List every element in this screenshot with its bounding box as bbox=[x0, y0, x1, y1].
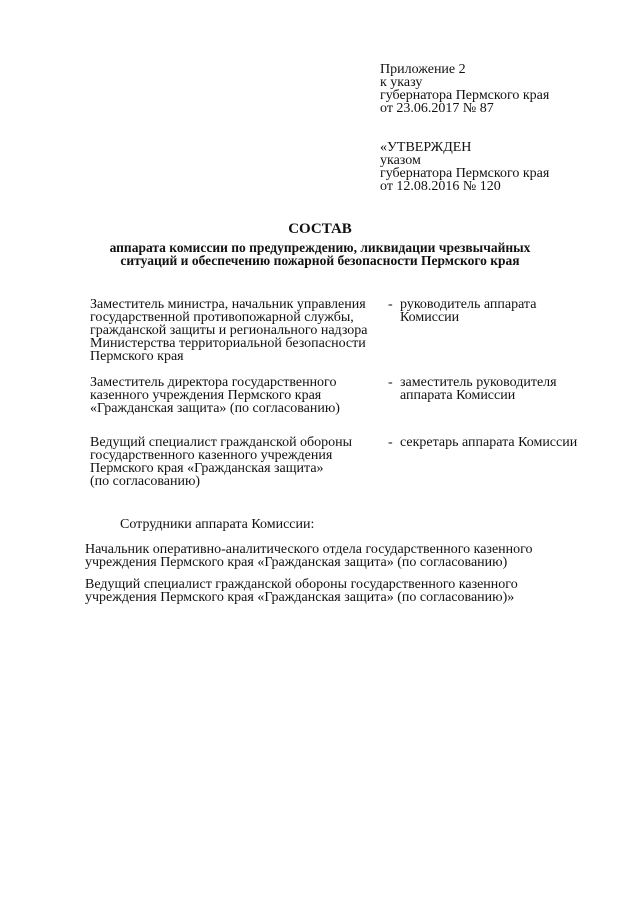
appendix-line: к указу bbox=[380, 75, 423, 90]
member-role bbox=[400, 376, 610, 415]
staff-item bbox=[85, 543, 625, 569]
position-line: Ведущий специалист гражданской обороны bbox=[90, 435, 353, 450]
approved-note bbox=[380, 141, 549, 193]
position-line: Пермского края «Гражданская защита» bbox=[90, 461, 324, 476]
approved-line: указом bbox=[380, 153, 421, 168]
role-line: Комиссии bbox=[400, 310, 460, 325]
role-line: заместитель руководителя bbox=[400, 375, 557, 390]
position-line: «Гражданская защита» (по согласованию) bbox=[90, 401, 340, 416]
position-line: (по согласованию) bbox=[90, 474, 201, 489]
document-title: СОСТАВ bbox=[288, 221, 352, 237]
member-row bbox=[90, 298, 610, 363]
position-line: Заместитель министра, начальник управления bbox=[90, 297, 366, 312]
approved-line: губернатора Пермского края bbox=[380, 166, 550, 181]
subtitle-line: аппарата комиссии по предупреждению, ликвидации чрезвычайных bbox=[109, 240, 531, 255]
position-line: государственного казенного учреждения bbox=[90, 448, 333, 463]
document-subtitle bbox=[0, 241, 640, 267]
separator-dash: - bbox=[388, 435, 393, 450]
subtitle-line: ситуаций и обеспечению пожарной безопасности Пермского края bbox=[120, 253, 520, 268]
role-line: аппарата Комиссии bbox=[400, 388, 516, 403]
appendix-line: губернатора Пермского края bbox=[380, 88, 550, 103]
position-line: государственной противопожарной службы, bbox=[90, 310, 354, 325]
appendix-line: Приложение 2 bbox=[380, 62, 466, 77]
appendix-note bbox=[380, 63, 549, 115]
position-line: гражданской защиты и регионального надзора bbox=[90, 323, 368, 338]
member-position bbox=[90, 436, 388, 488]
member-role bbox=[400, 436, 610, 488]
approved-line: от 12.08.2016 № 120 bbox=[380, 179, 501, 194]
position-line: Пермского края bbox=[90, 349, 184, 364]
member-row bbox=[90, 376, 610, 415]
appendix-line: от 23.06.2017 № 87 bbox=[380, 101, 494, 116]
staff-item bbox=[85, 578, 625, 604]
position-line: Министерства территориальной безопасности bbox=[90, 336, 366, 351]
position-line: казенного учреждения Пермского края bbox=[90, 388, 322, 403]
member-row bbox=[90, 436, 610, 488]
staff-line: Ведущий специалист гражданской обороны государственного казенного bbox=[85, 577, 518, 592]
separator-dash: - bbox=[388, 297, 393, 312]
approved-line: «УТВЕРЖДЕН bbox=[380, 140, 472, 155]
role-line: секретарь аппарата Комиссии bbox=[400, 435, 578, 450]
staff-heading: Сотрудники аппарата Комиссии: bbox=[120, 517, 315, 532]
staff-line: учреждения Пермского края «Гражданская защита» (по согласованию)» bbox=[85, 590, 515, 605]
role-line: руководитель аппарата bbox=[400, 297, 537, 312]
staff-line: учреждения Пермского края «Гражданская защита» (по согласованию) bbox=[85, 555, 508, 570]
separator-dash: - bbox=[388, 375, 393, 390]
member-position bbox=[90, 376, 388, 415]
member-role bbox=[400, 298, 610, 363]
member-position bbox=[90, 298, 388, 363]
staff-line: Начальник оперативно-аналитического отдела государственного казенного bbox=[85, 542, 533, 557]
position-line: Заместитель директора государственного bbox=[90, 375, 337, 390]
